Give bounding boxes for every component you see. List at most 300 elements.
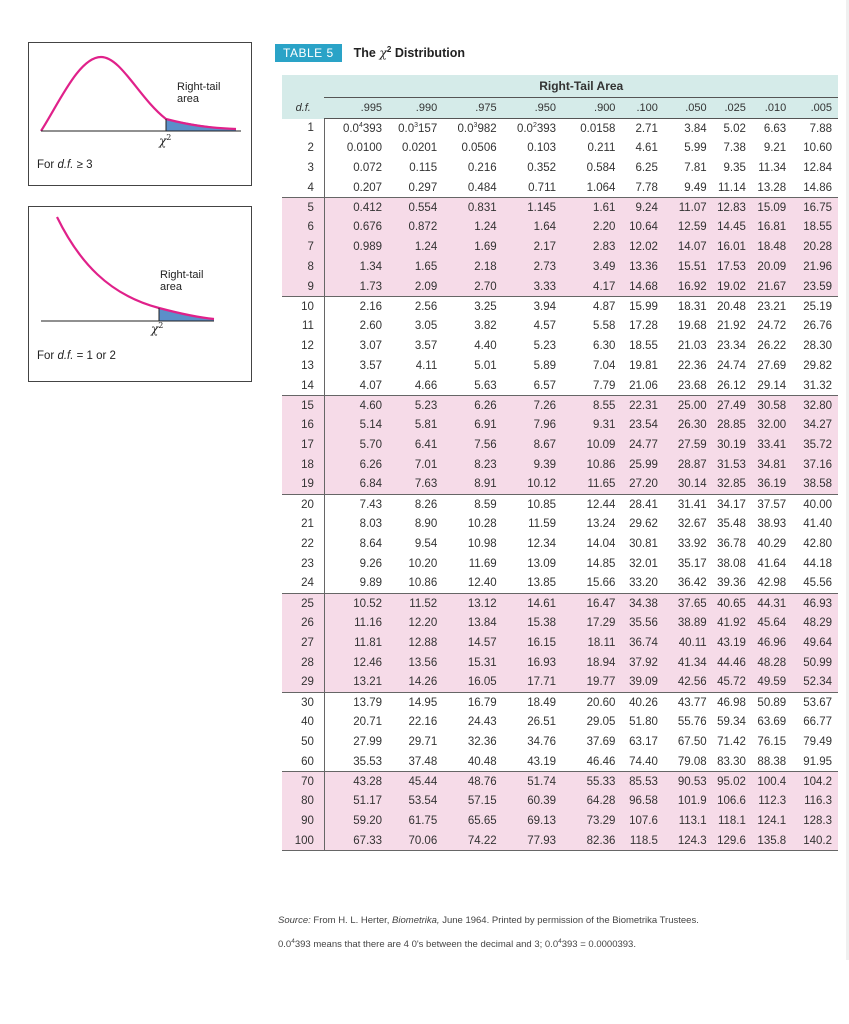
value-cell: 37.48 [408,755,438,768]
table-row [282,475,838,495]
value-cell: 4.07 [359,379,383,392]
value-cell: 12.44 [562,495,621,515]
value-cell: 128.3 [792,811,838,831]
value-cell: 38.58 [792,475,838,495]
value-cell: 12.46 [324,653,388,673]
value-cell: 41.34 [664,653,713,673]
value-cell: 10.85 [503,495,562,515]
value-cell: 6.26 [443,396,502,416]
table-row [282,514,838,534]
table-row [282,178,838,198]
value-cell: 52.34 [792,673,838,693]
value-cell: 43.77 [664,693,713,713]
value-cell: 23.34 [717,340,746,353]
df-cell: 8 [282,257,324,277]
value-cell: 79.49 [803,736,832,749]
table-row [282,277,838,297]
value-cell: 7.96 [503,415,562,435]
value-cell: 7.38 [723,142,746,155]
table-row [282,396,838,416]
value-cell: 14.07 [664,237,713,257]
value-cell: 21.06 [629,379,658,392]
value-cell: 9.31 [562,415,621,435]
column-header: .975 [443,98,502,119]
value-cell: 12.20 [388,613,443,633]
value-cell: 37.65 [664,594,713,614]
value-cell: 118.5 [621,831,663,851]
value-cell: 6.26 [324,455,388,475]
value-cell: 3.33 [503,277,562,297]
value-cell: 4.40 [474,340,497,353]
value-cell: $0.0^3157$ [398,122,438,136]
table-row [282,316,838,336]
value-cell: 16.01 [713,237,752,257]
value-cell: 91.95 [803,755,832,768]
df-cell: 27 [282,633,324,653]
df-cell: 90 [282,811,324,831]
value-cell: 30.19 [713,435,752,455]
value-cell: 0.584 [586,161,616,174]
density-curve [57,217,214,319]
value-cell: 10.86 [408,577,438,590]
df-cell: 24 [282,574,324,594]
value-cell: 5.14 [324,415,388,435]
value-cell: 39.36 [717,577,746,590]
value-cell: 113.1 [664,811,713,831]
df-cell: 11 [282,316,324,336]
value-cell: 5.70 [324,435,388,455]
value-cell: 23.68 [677,379,707,392]
value-cell: 55.33 [562,772,621,792]
value-cell: 32.67 [677,518,707,531]
value-cell: 3.84 [684,122,707,135]
value-cell: 46.46 [586,755,616,768]
value-cell: 9.21 [763,142,787,155]
value-cell: 10.60 [803,142,832,155]
column-header: .025 [713,98,752,119]
value-cell: 1.64 [503,217,562,237]
value-cell: 19.68 [677,320,707,333]
df-cell: 17 [282,435,324,455]
value-cell: 36.42 [677,577,707,590]
value-cell: 76.15 [757,736,787,749]
value-cell: 26.51 [527,716,557,729]
value-cell: 112.3 [752,792,792,812]
value-cell: 18.31 [664,297,713,317]
value-cell: 0.872 [388,217,443,237]
value-cell: $0.0^3982$ [457,122,497,136]
value-cell: 66.77 [803,716,832,729]
df-cell: 25 [282,594,324,614]
value-cell: 0.676 [324,217,388,237]
column-header: .950 [503,98,562,119]
value-cell: 9.54 [414,538,438,551]
value-cell: 59.34 [717,716,746,729]
value-cell: 35.56 [621,613,663,633]
df-cell: 26 [282,613,324,633]
value-cell: 79.08 [677,755,707,768]
value-cell: 6.63 [763,122,787,135]
value-cell: 20.28 [792,237,838,257]
value-cell: 7.01 [388,455,443,475]
table-row [282,772,838,792]
value-cell: 37.69 [586,736,616,749]
value-cell: 30.58 [752,396,792,416]
value-cell: 7.78 [635,181,658,194]
value-cell: 1.24 [443,217,502,237]
value-cell: 28.30 [803,340,832,353]
value-cell: 5.01 [474,359,497,372]
value-cell: 17.71 [503,673,562,693]
value-cell: 16.93 [503,653,562,673]
value-cell: 40.65 [713,594,752,614]
value-cell: 23.54 [621,415,663,435]
value-cell: 67.50 [677,736,707,749]
table-row [282,336,838,356]
value-cell: 33.92 [677,538,707,551]
value-cell: 40.48 [467,755,497,768]
value-cell: $0.0^2393$ [516,122,557,136]
value-cell: 40.00 [792,495,838,515]
value-cell: 6.41 [388,435,443,455]
value-cell: 8.23 [443,455,502,475]
df-cell: 13 [282,356,324,376]
value-cell: 1.064 [586,181,616,194]
table-row [282,653,838,673]
value-cell: 44.46 [713,653,752,673]
value-cell: 13.84 [443,613,502,633]
value-cell: 11.69 [468,557,497,570]
df-cell: 60 [282,752,324,772]
value-cell: 13.12 [443,594,502,614]
df-cell: 28 [282,653,324,673]
value-cell: 2.56 [388,297,443,317]
value-cell: 0.352 [527,161,557,174]
value-cell: 13.24 [586,518,616,531]
df-cell: 6 [282,217,324,237]
value-cell: 12.84 [803,161,832,174]
value-cell: 9.26 [359,557,383,570]
value-cell: 12.88 [388,633,443,653]
value-cell: 4.11 [415,359,438,372]
chi-square-table [282,75,838,851]
value-cell: 40.26 [621,693,663,713]
value-cell: 57.15 [443,792,502,812]
value-cell: 35.48 [717,518,746,531]
value-cell: 5.63 [474,379,497,392]
value-cell: 61.75 [388,811,443,831]
value-cell: 23.21 [752,297,792,317]
value-cell: 88.38 [757,755,787,768]
value-cell: 46.96 [752,633,792,653]
df-cell: 9 [282,277,324,297]
value-cell: 11.52 [388,594,443,614]
value-cell: 5.23 [533,340,557,353]
value-cell: 1.24 [388,237,443,257]
value-cell: 1.69 [443,237,502,257]
value-cell: 40.11 [664,633,713,653]
df-cell: 1 [282,119,324,139]
df-cell: 15 [282,396,324,416]
value-cell: 4.60 [324,396,388,416]
value-cell: 13.79 [324,693,388,713]
table-row [282,198,838,218]
value-cell: 7.81 [684,161,707,174]
value-cell: 118.1 [713,811,752,831]
chi-square-axis-label: $\chi^2$ [159,133,172,148]
table-row [282,712,838,732]
value-cell: 18.55 [629,340,658,353]
value-cell: 3.57 [414,340,438,353]
value-cell: 0.103 [527,142,557,155]
value-cell: 13.36 [621,257,663,277]
value-cell: 35.17 [677,557,707,570]
value-cell: 18.94 [562,653,621,673]
value-cell: 8.03 [359,518,383,531]
value-cell: 0.216 [467,161,497,174]
value-cell: 0.0158 [580,122,616,135]
value-cell: 19.77 [562,673,621,693]
value-cell: 14.26 [388,673,443,693]
value-cell: 50.89 [752,693,792,713]
value-cell: 13.21 [324,673,388,693]
value-cell: 27.99 [353,736,383,749]
value-cell: 20.71 [353,716,383,729]
value-cell: 124.1 [752,811,792,831]
value-cell: 16.75 [792,198,838,218]
value-cell: 32.80 [792,396,838,416]
value-cell: 14.61 [503,594,562,614]
value-cell: 28.85 [713,415,752,435]
df-cell: 12 [282,336,324,356]
value-cell: 55.76 [677,716,707,729]
value-cell: 29.82 [803,359,832,372]
value-cell: 13.56 [388,653,443,673]
value-cell: 32.01 [629,557,658,570]
value-cell: 60.39 [503,792,562,812]
table-row [282,217,838,237]
df-cell: 18 [282,455,324,475]
value-cell: 0.115 [409,161,438,174]
df-header: d.f. [282,98,324,119]
value-cell: 13.09 [527,557,557,570]
value-cell: 2.17 [503,237,562,257]
value-cell: 0.0506 [461,142,497,155]
column-header: .995 [324,98,388,119]
df-cell: 23 [282,554,324,574]
value-cell: 6.91 [443,415,502,435]
value-cell: 12.40 [467,577,497,590]
value-cell: 23.59 [792,277,838,297]
table-row [282,356,838,376]
df-cell: 10 [282,297,324,317]
value-cell: 37.57 [752,495,792,515]
value-cell: 53.67 [792,693,838,713]
value-cell: 5.02 [723,122,746,135]
value-cell: 67.33 [324,831,388,851]
right-tail-label: Right-tail area [160,269,204,293]
value-cell: 27.59 [664,435,713,455]
value-cell: 1.145 [503,198,562,218]
value-cell: 20.48 [713,297,752,317]
value-cell: 7.26 [503,396,562,416]
table-row [282,752,838,772]
value-cell: 24.77 [621,435,663,455]
value-cell: 12.83 [713,198,752,218]
value-cell: 11.81 [324,633,388,653]
value-cell: 59.20 [324,811,388,831]
value-cell: 9.49 [684,181,707,194]
value-cell: 27.69 [757,359,787,372]
value-cell: 7.43 [324,495,388,515]
value-cell: 14.95 [388,693,443,713]
value-cell: 77.93 [503,831,562,851]
value-cell: 8.59 [443,495,502,515]
value-cell: 21.96 [792,257,838,277]
value-cell: 15.38 [503,613,562,633]
value-cell: 51.17 [324,792,388,812]
value-cell: 11.14 [717,181,746,194]
value-cell: 49.59 [752,673,792,693]
value-cell: 29.05 [586,716,616,729]
value-cell: 5.81 [388,415,443,435]
value-cell: 21.92 [717,320,746,333]
value-cell: 1.65 [388,257,443,277]
table-title: The $\chi^2$ Distribution [353,45,465,61]
value-cell: 8.90 [414,518,438,531]
value-cell: 2.20 [562,217,621,237]
value-cell: 48.28 [752,653,792,673]
value-cell: 0.297 [408,181,438,194]
value-cell: 45.44 [388,772,443,792]
value-cell: 34.27 [792,415,838,435]
value-cell: 2.73 [503,257,562,277]
figure-chi-square-df-1-2 [28,206,252,382]
value-cell: 90.53 [664,772,713,792]
value-cell: 15.66 [586,577,616,590]
value-cell: 34.76 [527,736,557,749]
value-cell: 9.24 [621,198,663,218]
value-cell: 28.41 [621,495,663,515]
value-cell: 42.80 [803,538,832,551]
value-cell: 10.20 [408,557,438,570]
value-cell: 36.78 [717,538,746,551]
value-cell: 2.16 [324,297,388,317]
table-row [282,297,838,317]
value-cell: 140.2 [792,831,838,851]
value-cell: 0.484 [467,181,497,194]
table-row [282,138,838,158]
df-cell: 80 [282,792,324,812]
value-cell: 4.57 [533,320,557,333]
value-cell: 6.30 [593,340,616,353]
value-cell: 33.41 [752,435,792,455]
value-cell: 65.65 [443,811,502,831]
df-cell: 5 [282,198,324,218]
value-cell: 46.93 [792,594,838,614]
value-cell: 3.25 [443,297,502,317]
value-cell: 10.12 [503,475,562,495]
value-cell: 2.60 [359,320,383,333]
value-cell: 29.14 [757,379,787,392]
value-cell: 9.89 [359,577,383,590]
value-cell: 16.81 [752,217,792,237]
value-cell: 16.79 [443,693,502,713]
value-cell: 7.88 [809,122,832,135]
value-cell: 10.86 [562,455,621,475]
table-row [282,673,838,693]
value-cell: 7.04 [593,359,616,372]
value-cell: 25.99 [621,455,663,475]
value-cell: 71.42 [717,736,746,749]
value-cell: 13.85 [527,577,557,590]
value-cell: 32.85 [713,475,752,495]
df-cell: 4 [282,178,324,198]
value-cell: 10.09 [562,435,621,455]
table-row [282,831,838,851]
value-cell: $0.0^4393$ [342,122,383,136]
figure-caption: For d.f. = 1 or 2 [37,350,116,362]
table-row [282,119,838,139]
value-cell: 8.55 [562,396,621,416]
value-cell: 0.989 [324,237,388,257]
df-cell: 7 [282,237,324,257]
value-cell: 96.58 [621,792,663,812]
column-header: .100 [621,98,663,119]
value-cell: 2.71 [635,122,658,135]
table-heading [275,43,465,63]
value-cell: 2.83 [562,237,621,257]
value-cell: 31.41 [664,495,713,515]
value-cell: 6.57 [533,379,557,392]
value-cell: 14.85 [586,557,616,570]
table-row [282,633,838,653]
value-cell: 11.16 [324,613,388,633]
value-cell: 31.53 [713,455,752,475]
value-cell: 15.09 [752,198,792,218]
value-cell: 50.99 [792,653,838,673]
value-cell: 30.81 [629,538,658,551]
value-cell: 85.53 [621,772,663,792]
value-cell: 27.49 [713,396,752,416]
value-cell: 14.45 [713,217,752,237]
value-cell: 10.64 [621,217,663,237]
column-header: .900 [562,98,621,119]
value-cell: 10.28 [467,518,497,531]
value-cell: 31.32 [803,379,832,392]
df-cell: 20 [282,495,324,515]
df-cell: 14 [282,376,324,396]
value-cell: 29.62 [629,518,658,531]
value-cell: 0.831 [443,198,502,218]
value-cell: 45.72 [713,673,752,693]
table-row [282,613,838,633]
value-cell: 3.07 [359,340,383,353]
value-cell: 41.92 [713,613,752,633]
value-cell: 43.19 [713,633,752,653]
table-row [282,257,838,277]
table-row [282,811,838,831]
value-cell: 35.72 [792,435,838,455]
value-cell: 16.15 [503,633,562,653]
value-cell: 26.76 [803,320,832,333]
value-cell: 42.56 [664,673,713,693]
value-cell: 11.65 [562,475,621,495]
table-row [282,455,838,475]
value-cell: 12.59 [664,217,713,237]
value-cell: 17.28 [629,320,658,333]
value-cell: 0.554 [388,198,443,218]
